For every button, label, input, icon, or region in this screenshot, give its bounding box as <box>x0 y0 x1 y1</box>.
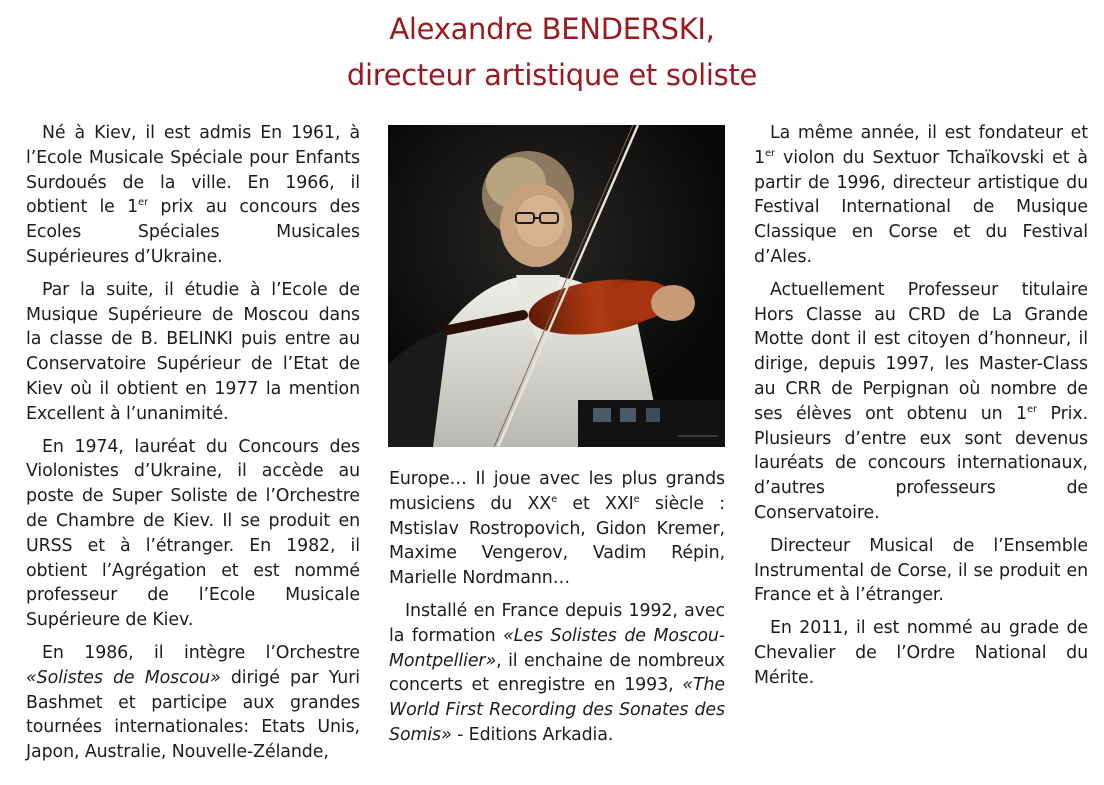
paragraph-kiev: En 1974, lauréat du Concours des Violonistes d’Ukraine, il accède au poste de Super Soliste de l’Orchestre de Chambre de Kiev. Il se produit en URSS et à l’étranger. En 1982, il obtient l’Agrégation et est nommé professeur de l’Ecole Musicale Supérieure de Kiev. <box>26 436 360 631</box>
paragraph-france: Installé en France depuis 1992, avec la formation «Les Solistes de Moscou-Montpellier», il enchaine de nombreux concerts et enregistre en 1993, «The World First Recording des Sonates des Somis» - Editions Arkadia. <box>389 600 725 745</box>
title-line-2: directeur artistique et soliste <box>346 58 758 92</box>
paragraph-studies: Par la suite, il étudie à l’Ecole de Musique Supérieure de Moscou dans la classe de B. BELINKI puis entre au Conservatoire Supérieur de l’Etat de Kiev où il obtient en 1977 la mention Excellent à l’unanimité. <box>26 279 360 424</box>
paragraph-sextuor: La même année, il est fondateur et 1er violon du Sextuor Tchaïkovski et à partir de 1996, directeur artistique du Festival International de Musique Classique en Corse et du Festival d’Ales. <box>754 123 1088 267</box>
paragraph-europe: Europe… Il joue avec les plus grands musiciens du XXe et XXIe siècle : Mstislav Rostropovich, Gidon Kremer, Maxime Vengerov, Vadim Répin, Marielle Nordmann… <box>389 469 725 589</box>
violinist-illustration <box>388 125 725 447</box>
text-column-left <box>26 121 360 773</box>
paragraph-birth: Né à Kiev, il est admis En 1961, à l’Ecole Musicale Spéciale pour Enfants Surdoués de la ville. En 1966, il obtient le 1er prix au concours des Ecoles Spéciales Musicales Supérieures d’Ukraine. <box>26 123 360 267</box>
paragraph-merite: En 2011, il est nommé au grade de Chevalier de l’Ordre National du Mérite. <box>754 618 1088 688</box>
paragraph-ensemble: Directeur Musical de l’Ensemble Instrumental de Corse, il se produit en France et à l’étranger. <box>754 535 1088 606</box>
title-line-1: Alexandre BENDERSKI, <box>389 12 715 46</box>
violinist-photo-icon <box>388 125 725 447</box>
text-column-middle <box>389 467 725 756</box>
text-column-right <box>754 121 1088 699</box>
paragraph-professor: Actuellement Professeur titulaire Hors Classe au CRD de La Grande Motte dont il est citoyen d’honneur, il dirige, depuis 1997, les Master-Class au CRR de Perpignan où nombre de ses élèves ont obtenu un 1er Prix. Plusieurs d’entre eux sont devenus lauréats de concours internationaux, d’autres professeurs de Conservatoire. <box>754 279 1088 523</box>
paragraph-moscow-soloists: En 1986, il intègre l’Orchestre «Solistes de Moscou» dirigé par Yuri Bashmet et participe aux grandes tournées internationales: Etats Unis, Japon, Australie, Nouvelle-Zélande, <box>26 642 360 763</box>
page-title <box>0 6 1104 98</box>
